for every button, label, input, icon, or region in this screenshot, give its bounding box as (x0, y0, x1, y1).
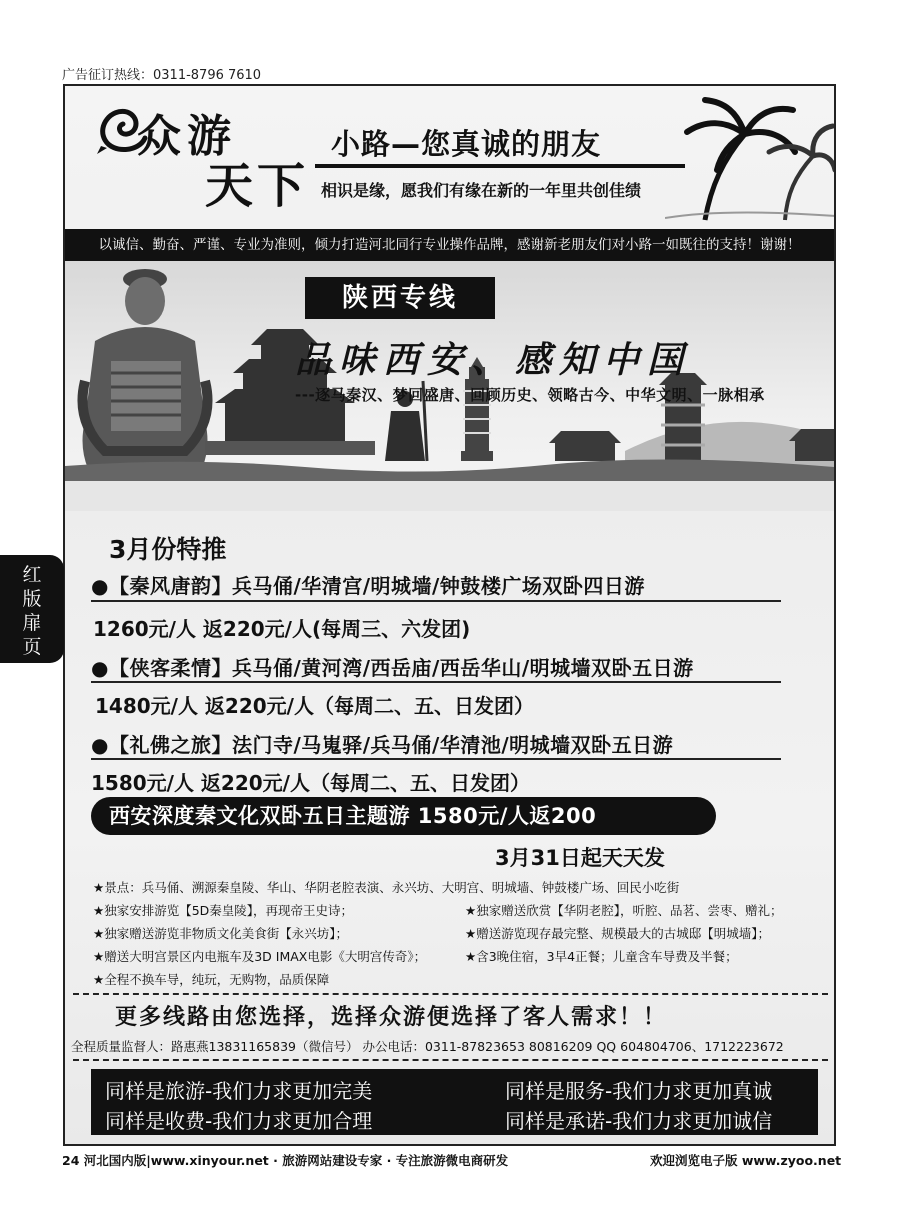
route-price: 1260元/人 返220元/人(每周三、六发团) (93, 617, 471, 641)
footer-publication: 24 河北国内版|www.xinyour.net · 旅游网站建设专家 · 专注旅游微电商研发 (62, 1153, 509, 1168)
route-price: 1480元/人 返220元/人（每周二、五、日发团） (95, 694, 534, 718)
route-divider (91, 600, 781, 602)
route-divider (91, 758, 781, 760)
route-name: ●【礼佛之旅】法门寺/马嵬驿/兵马俑/华清池/明城墙双卧五日游 (91, 733, 674, 757)
route-name: ●【侠客柔情】兵马俑/黄河湾/西岳庙/西岳华山/明城墙双卧五日游 (91, 656, 694, 680)
promise-box (91, 1069, 818, 1135)
side-tab-char: 页 (22, 636, 42, 658)
feature-item: ★独家赠送游览非物质文化美食街【永兴坊】； (93, 926, 348, 941)
banner-subline: ---逐马秦汉、梦回盛唐、回顾历史、领略古今、中华文明、一脉相承 (295, 386, 765, 404)
contact-info: 全程质量监督人：路惠燕13831165839（微信号） 办公电话：0311-87823653 80816209 QQ 604804706、1712223672 (71, 1039, 784, 1054)
slogan-divider (315, 164, 685, 168)
promise-item: 同样是服务-我们力求更加真诚 (505, 1079, 773, 1103)
feature-item: ★含3晚住宿，3早4正餐；儿童含车导费及半餐； (465, 949, 738, 964)
logo-main-text: 众游 (137, 111, 237, 162)
palm-trees-icon (665, 90, 835, 226)
motto: 相识是缘，愿我们有缘在新的一年里共创佳绩 (321, 181, 642, 200)
promise-item: 同样是旅游-我们力求更加完美 (105, 1079, 373, 1103)
logo-sub-text: 天下 (205, 158, 310, 214)
side-tab-char: 版 (22, 588, 42, 610)
calligraphy-headline: 品味西安、感知中国 (295, 339, 692, 381)
promise-item: 同样是收费-我们力求更加合理 (105, 1109, 373, 1133)
ad-hotline: 广告征订热线：0311-8796 7610 (62, 68, 262, 83)
side-tab-char: 扉 (22, 612, 42, 634)
line-title-badge: 陕西专线 (305, 277, 495, 319)
feature-item: ★赠送游览现存最完整、规模最大的古城邸【明城墙】； (465, 926, 770, 941)
section-side-tab (0, 555, 64, 663)
mission-statement: 以诚信、勤奋、严谨、专业为准则，倾力打造河北同行专业操作品牌，感谢新老朋友们对小路一如既往的支持！谢谢！ (65, 229, 834, 261)
feature-item: ★赠送大明宫景区内电瓶车及3D IMAX电影《大明宫传奇》； (93, 949, 427, 964)
route-price: 1580元/人 返220元/人（每周二、五、日发团） (91, 771, 530, 795)
footer-website: 欢迎浏览电子版 www.zyoo.net (650, 1153, 842, 1168)
side-tab-char: 红 (22, 564, 42, 586)
advert-frame (63, 84, 836, 1146)
route-name: ●【秦风唐韵】兵马俑/华清宫/明城墙/钟鼓楼广场双卧四日游 (91, 574, 645, 598)
daily-departure: 3月31日起天天发 (495, 846, 665, 870)
slogan: 小路—您真诚的朋友 (331, 127, 602, 161)
specials-heading: 3月份特推 (109, 535, 227, 564)
dashed-divider (73, 1059, 828, 1061)
feature-item: ★全程不换车导，纯玩，无购物，品质保障 (93, 972, 330, 987)
dashed-divider (73, 993, 828, 995)
route-divider (91, 681, 781, 683)
feature-item: ★独家赠送欣赏【华阴老腔】，听腔、品茗、尝枣、赠礼； (465, 903, 783, 918)
more-routes-slogan: 更多线路由您选择，选择众游便选择了客人需求！！ (115, 1005, 668, 1030)
theme-tour-banner: 西安深度秦文化双卧五日主题游 1580元/人返200 (91, 797, 716, 835)
feature-item: ★独家安排游览【5D秦皇陵】，再现帝王史诗； (93, 903, 354, 918)
feature-spots: ★景点：兵马俑、溯源秦皇陵、华山、华阴老腔表演、永兴坊、大明宫、明城墙、钟鼓楼广场、回民小吃街 (93, 880, 680, 895)
promise-item: 同样是承诺-我们力求更加诚信 (505, 1109, 773, 1133)
